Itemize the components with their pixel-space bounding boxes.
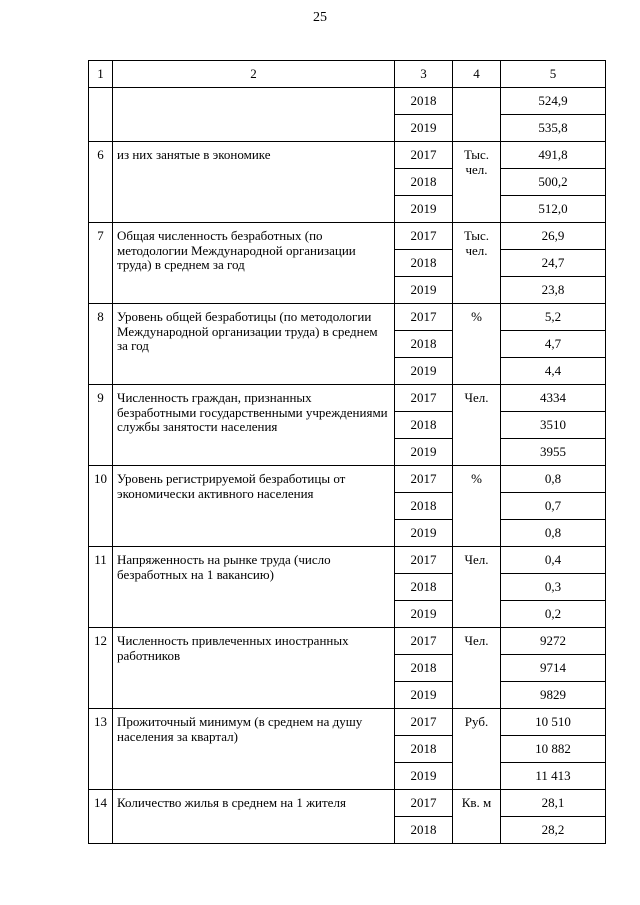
year-cell: 2019 [395,196,453,223]
indicator-name: Количество жилья в среднем на 1 жителя [113,790,395,844]
indicator-name: Уровень общей безработицы (по методологии Международной организации труда) в среднем за год [113,304,395,385]
year-cell: 2018 [395,655,453,682]
value-cell: 491,8 [501,142,606,169]
unit-cell: Чел. [453,547,501,628]
value-cell: 535,8 [501,115,606,142]
row-number: 14 [89,790,113,844]
year-cell: 2019 [395,682,453,709]
row-number: 12 [89,628,113,709]
value-cell: 11 413 [501,763,606,790]
value-cell: 3955 [501,439,606,466]
unit-cell [453,88,501,142]
value-cell: 3510 [501,412,606,439]
unit-cell: Руб. [453,709,501,790]
year-cell: 2018 [395,412,453,439]
indicator-name: Уровень регистрируемой безработицы от экономически активного населения [113,466,395,547]
row-number [89,88,113,142]
year-cell: 2017 [395,304,453,331]
value-cell: 9272 [501,628,606,655]
page-number: 25 [313,10,327,25]
year-cell: 2017 [395,790,453,817]
year-cell: 2017 [395,709,453,736]
year-cell: 2017 [395,628,453,655]
year-cell: 2018 [395,574,453,601]
table-row [89,466,606,493]
unit-cell: Тыс. чел. [453,142,501,223]
unit-cell: Чел. [453,385,501,466]
table-row [89,628,606,655]
year-cell: 2019 [395,763,453,790]
value-cell: 10 510 [501,709,606,736]
unit-cell: Тыс. чел. [453,223,501,304]
value-cell: 28,2 [501,817,606,844]
table-row [89,385,606,412]
value-cell: 10 882 [501,736,606,763]
value-cell: 0,4 [501,547,606,574]
indicator-name: Численность привлеченных иностранных работников [113,628,395,709]
value-cell: 0,8 [501,520,606,547]
header-cell-col4: 4 [453,61,501,88]
indicator-name: Прожиточный минимум (в среднем на душу населения за квартал) [113,709,395,790]
header-cell-col3: 3 [395,61,453,88]
year-cell: 2019 [395,601,453,628]
value-cell: 500,2 [501,169,606,196]
value-cell: 9829 [501,682,606,709]
year-cell: 2017 [395,547,453,574]
row-number: 13 [89,709,113,790]
value-cell: 26,9 [501,223,606,250]
value-cell: 23,8 [501,277,606,304]
indicator-name: Напряженность на рынке труда (число безработных на 1 вакансию) [113,547,395,628]
row-number: 11 [89,547,113,628]
unit-cell: Чел. [453,628,501,709]
year-cell: 2019 [395,439,453,466]
table-row [89,790,606,817]
value-cell: 524,9 [501,88,606,115]
year-cell: 2017 [395,142,453,169]
indicator-name: Общая численность безработных (по методологии Международной организации труда) в среднем за год [113,223,395,304]
year-cell: 2018 [395,169,453,196]
value-cell: 0,3 [501,574,606,601]
row-number: 6 [89,142,113,223]
year-cell: 2017 [395,223,453,250]
row-number: 9 [89,385,113,466]
year-cell: 2018 [395,88,453,115]
table-row [89,709,606,736]
indicator-name [113,88,395,142]
table-row [89,304,606,331]
value-cell: 0,7 [501,493,606,520]
year-cell: 2017 [395,466,453,493]
value-cell: 4,7 [501,331,606,358]
year-cell: 2018 [395,736,453,763]
year-cell: 2019 [395,358,453,385]
indicators-table [88,60,606,844]
table-row [89,223,606,250]
year-cell: 2018 [395,817,453,844]
row-number: 7 [89,223,113,304]
unit-cell: % [453,466,501,547]
row-number: 8 [89,304,113,385]
value-cell: 512,0 [501,196,606,223]
year-cell: 2018 [395,493,453,520]
unit-cell: % [453,304,501,385]
year-cell: 2018 [395,250,453,277]
value-cell: 9714 [501,655,606,682]
indicator-name: из них занятые в экономике [113,142,395,223]
value-cell: 4334 [501,385,606,412]
value-cell: 4,4 [501,358,606,385]
year-cell: 2017 [395,385,453,412]
unit-cell: Кв. м [453,790,501,844]
value-cell: 28,1 [501,790,606,817]
value-cell: 5,2 [501,304,606,331]
table-row [89,88,606,115]
value-cell: 0,8 [501,466,606,493]
year-cell: 2019 [395,115,453,142]
table-header-row [89,61,606,88]
indicator-name: Численность граждан, признанных безработными государственными учреждениями службы занятости населения [113,385,395,466]
row-number: 10 [89,466,113,547]
header-cell-col2: 2 [113,61,395,88]
year-cell: 2019 [395,277,453,304]
value-cell: 0,2 [501,601,606,628]
table-row [89,142,606,169]
table-body [89,61,606,844]
header-cell-col5: 5 [501,61,606,88]
year-cell: 2019 [395,520,453,547]
header-cell-col1: 1 [89,61,113,88]
value-cell: 24,7 [501,250,606,277]
table-row [89,547,606,574]
year-cell: 2018 [395,331,453,358]
